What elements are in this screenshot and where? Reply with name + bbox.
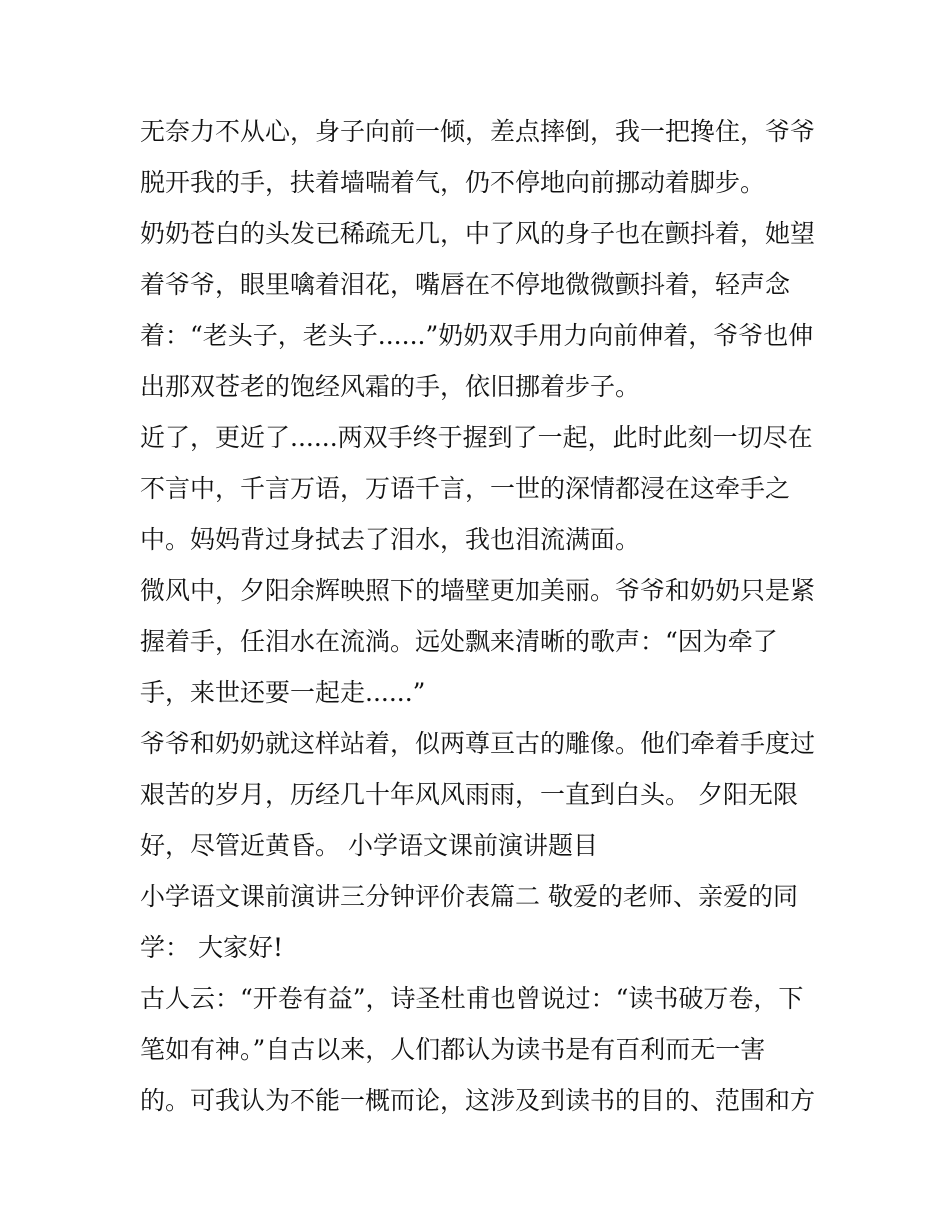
text-line: 笔如有神。”自古以来，人们都认为读书是有百利而无一害 [140, 1035, 766, 1064]
body-text [140, 106, 830, 1126]
text-line: 爷爷和奶奶就这样站着，似两尊亘古的雕像。他们牵着手度过 [140, 729, 816, 758]
text-line: 出那双苍老的饱经风霜的手，依旧挪着步子。 [140, 372, 641, 401]
text-line: 着爷爷，眼里噙着泪花，嘴唇在不停地微微颤抖着，轻声念 [140, 270, 791, 299]
text-line: 不言中，千言万语，万语千言，一世的深情都浸在这牵手之 [140, 474, 791, 503]
text-line: 中。妈妈背过身拭去了泪水，我也泪流满面。 [140, 525, 641, 554]
text-line: 艰苦的岁月，历经几十年风风雨雨，一直到白头。 夕阳无限 [140, 780, 798, 809]
text-line: 奶奶苍白的头发已稀疏无几，中了风的身子也在颤抖着，她望 [140, 219, 816, 248]
text-line: 好，尽管近黄昏。 小学语文课前演讲题目 [140, 831, 598, 860]
text-line: 脱开我的手，扶着墙喘着气，仍不停地向前挪动着脚步。 [140, 168, 766, 197]
text-line: 着：“老头子，老头子......”奶奶双手用力向前伸着，爷爷也伸 [140, 321, 814, 350]
text-line: 古人云：“开卷有益”，诗圣杜甫也曾说过：“读书破万卷，下 [140, 984, 804, 1013]
text-line: 近了，更近了......两双手终于握到了一起，此时此刻一切尽在 [140, 423, 813, 452]
text-line: 微风中，夕阳余辉映照下的墙壁更加美丽。爷爷和奶奶只是紧 [140, 576, 816, 605]
text-line: 小学语文课前演讲三分钟评价表篇二 敬爱的老师、亲爱的同 [140, 882, 798, 911]
text-line: 的。可我认为不能一概而论，这涉及到读书的目的、范围和方 [140, 1086, 816, 1115]
text-line: 无奈力不从心，身子向前一倾，差点摔倒，我一把搀住，爷爷 [140, 117, 816, 146]
text-line: 握着手，任泪水在流淌。远处飘来清晰的歌声：“因为牵了 [140, 627, 778, 656]
text-line: 手，来世还要一起走......” [140, 678, 426, 707]
text-line: 学： 大家好! [140, 933, 283, 962]
